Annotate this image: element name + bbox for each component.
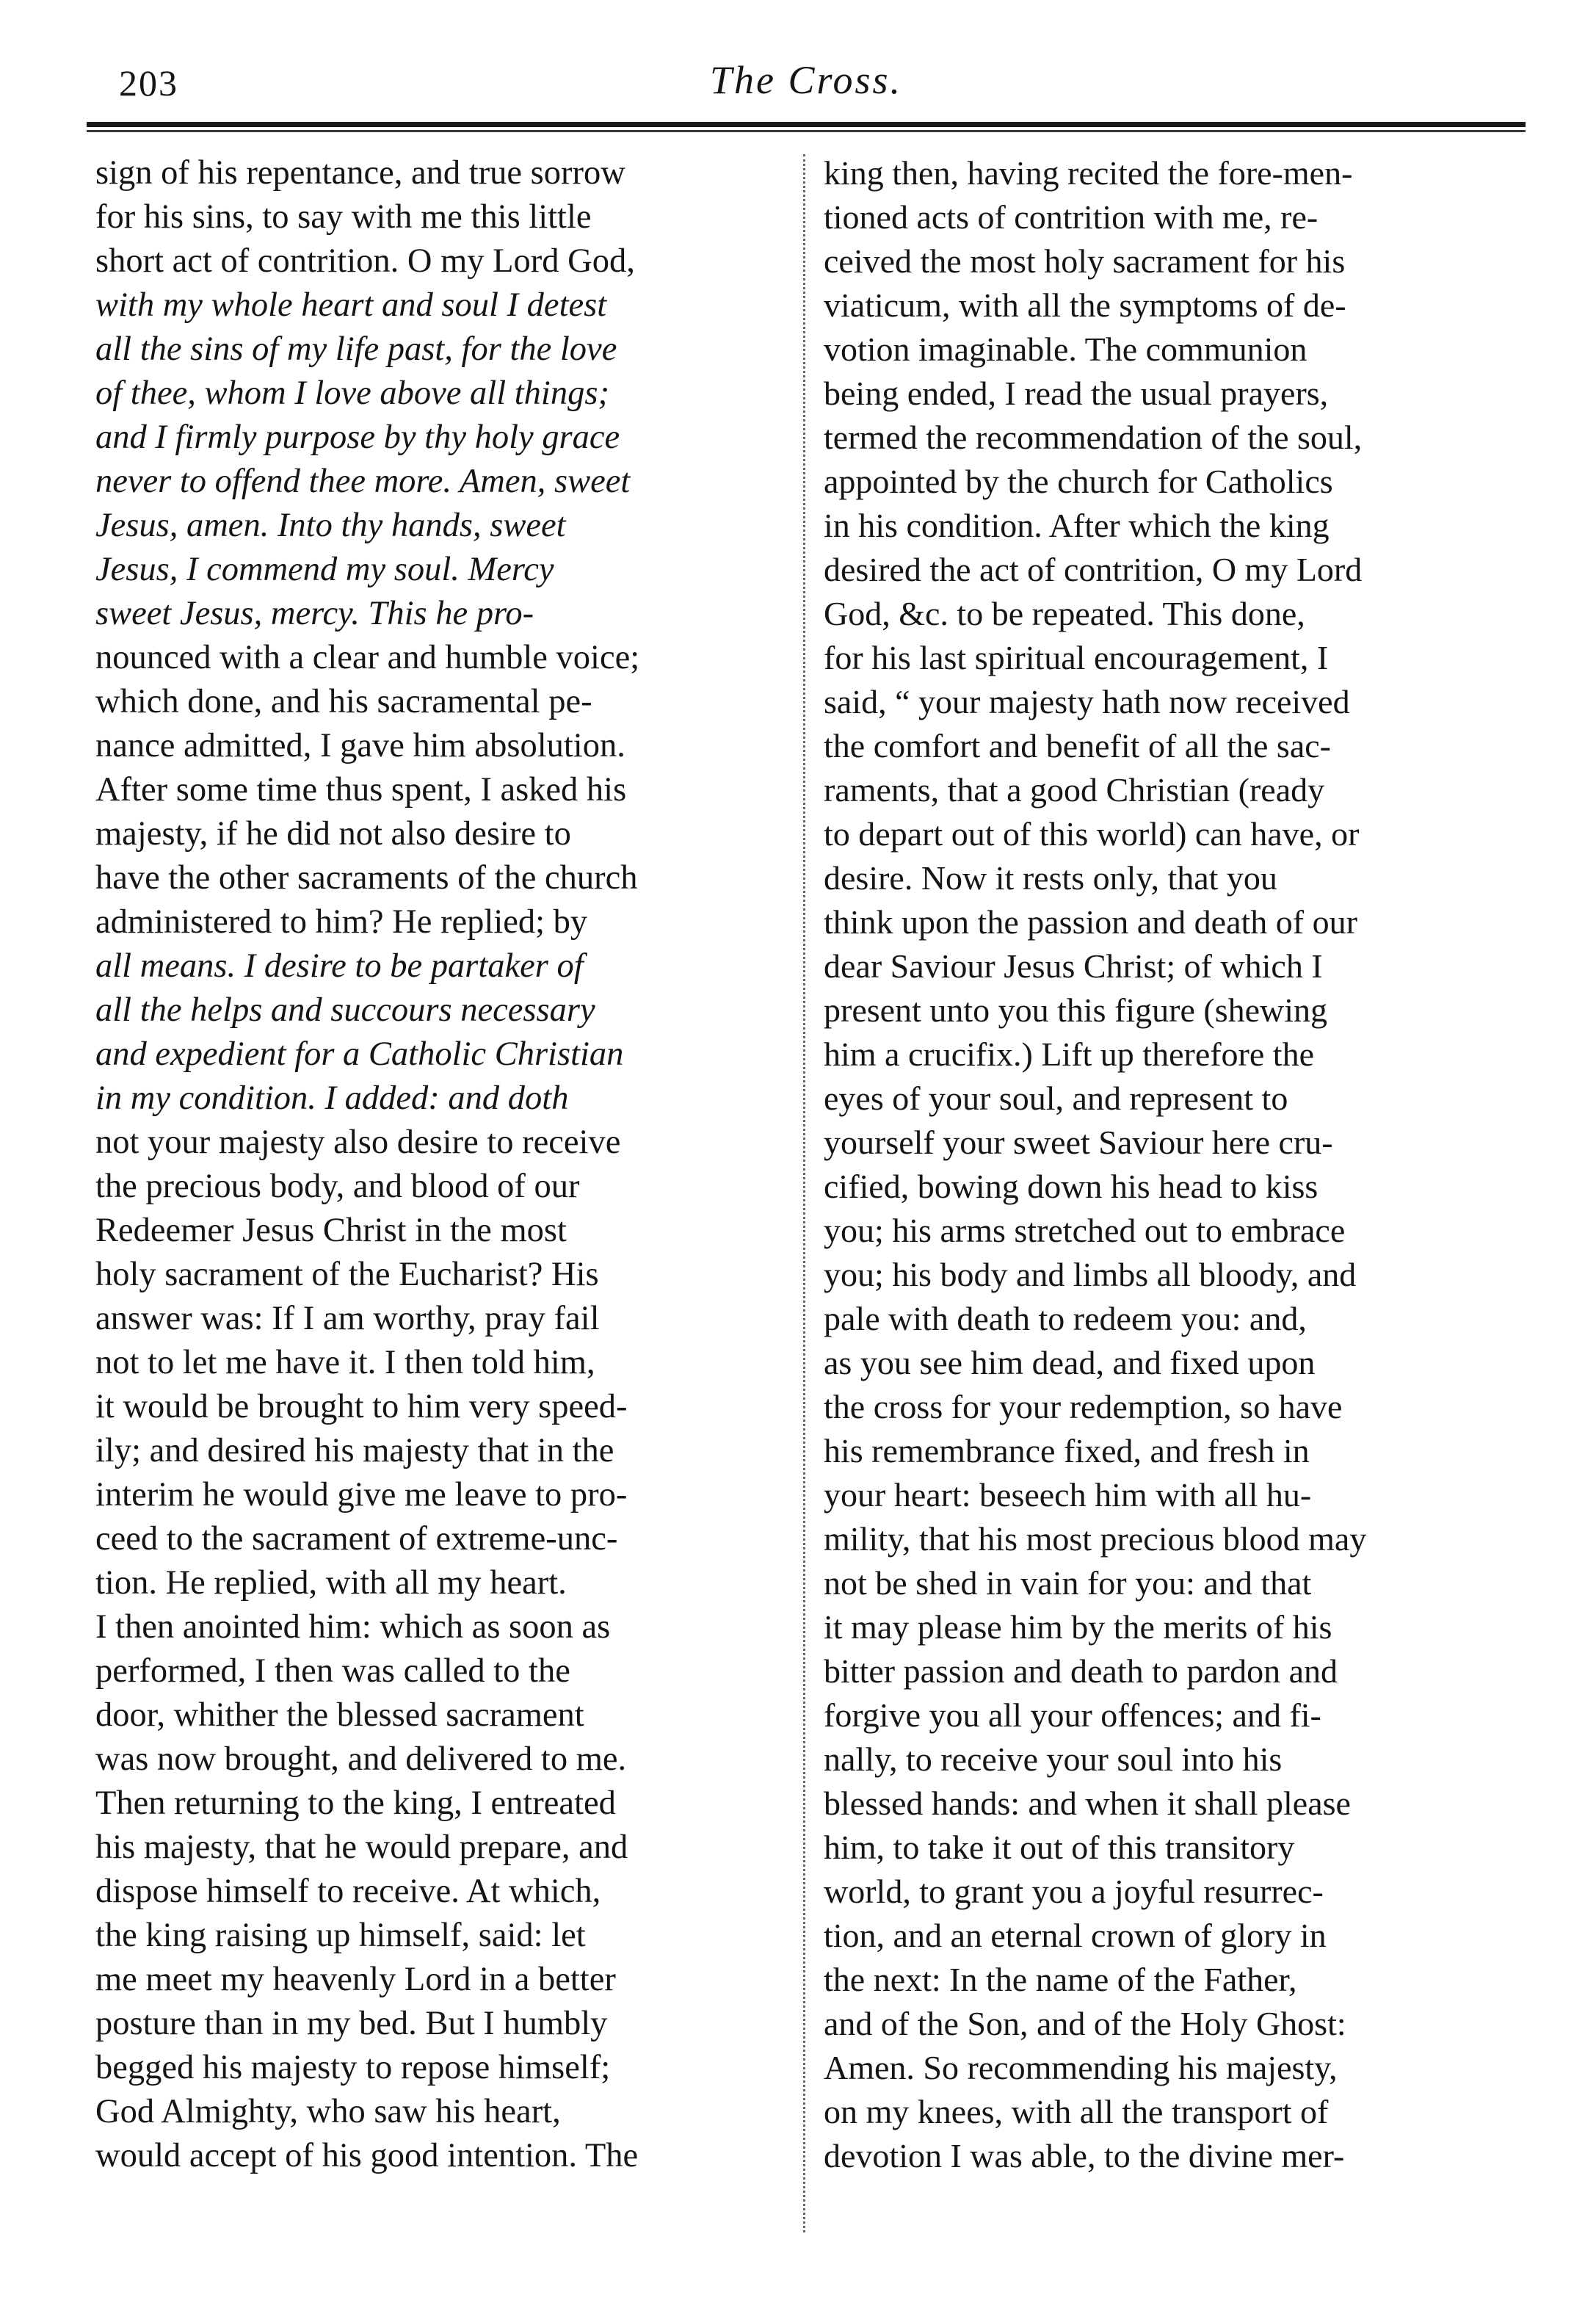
text-line: your heart: beseech him with all hu- bbox=[824, 1476, 1312, 1514]
column-divider bbox=[803, 154, 805, 2232]
text-line: nance admitted, I gave him absolution. bbox=[95, 727, 625, 764]
text-line: performed, I then was called to the bbox=[95, 1652, 570, 1690]
text-line: which done, and his sacramental pe- bbox=[95, 683, 592, 720]
text-line: ceived the most holy sacrament for his bbox=[824, 242, 1346, 280]
text-line: termed the recommendation of the soul, bbox=[824, 419, 1363, 456]
text-line: sign of his repentance, and true sorrow bbox=[95, 154, 625, 192]
text-line: on my knees, with all the transport of bbox=[824, 2093, 1329, 2130]
text-line: all the sins of my life past, for the love bbox=[95, 330, 617, 368]
text-line: nounced with a clear and humble voice; bbox=[95, 639, 640, 676]
text-line: Redeemer Jesus Christ in the most bbox=[95, 1212, 567, 1249]
text-line: as you see him dead, and fixed upon bbox=[824, 1344, 1316, 1381]
text-line: of thee, whom I love above all things; bbox=[95, 375, 609, 412]
text-line: not to let me have it. I then told him, bbox=[95, 1344, 595, 1381]
text-line: and expedient for a Catholic Christian bbox=[95, 1035, 624, 1073]
text-line: appointed by the church for Catholics bbox=[824, 463, 1333, 500]
text-line: votion imaginable. The communion bbox=[824, 330, 1307, 368]
text-line: raments, that a good Christian (ready bbox=[824, 771, 1325, 809]
text-line: never to offend thee more. Amen, sweet bbox=[95, 463, 631, 500]
page-header bbox=[87, 57, 1526, 116]
text-line: the king raising up himself, said: let bbox=[95, 1917, 586, 1954]
text-line: pale with death to redeem you: and, bbox=[824, 1300, 1307, 1337]
text-line: Jesus, amen. Into thy hands, sweet bbox=[95, 507, 566, 544]
text-line: devotion I was able, to the divine mer- bbox=[824, 2137, 1345, 2174]
text-columns bbox=[95, 151, 1520, 2237]
text-line: was now brought, and delivered to me. bbox=[95, 1740, 627, 1778]
text-line: and I firmly purpose by thy holy grace bbox=[95, 419, 620, 456]
text-line: administered to him? He replied; by bbox=[95, 903, 588, 941]
text-line: sweet Jesus, mercy. This he pro- bbox=[95, 595, 534, 632]
text-line: to depart out of this world) can have, or bbox=[824, 815, 1360, 853]
text-line: yourself your sweet Saviour here cru- bbox=[824, 1124, 1333, 1161]
text-line: tion. He replied, with all my heart. bbox=[95, 1564, 567, 1602]
text-line: After some time thus spent, I asked his bbox=[95, 771, 627, 809]
text-line: tion, and an eternal crown of glory in bbox=[824, 1917, 1327, 1954]
text-line: the cross for your redemption, so have bbox=[824, 1388, 1343, 1425]
text-line: majesty, if he did not also desire to bbox=[95, 815, 571, 853]
right-column bbox=[824, 151, 1517, 2178]
text-line: all means. I desire to be partaker of bbox=[95, 947, 584, 985]
text-line: not your majesty also desire to receive bbox=[95, 1124, 621, 1161]
text-line: holy sacrament of the Eucharist? His bbox=[95, 1256, 599, 1293]
text-line: I then anointed him: which as soon as bbox=[95, 1608, 611, 1646]
text-line: answer was: If I am worthy, pray fail bbox=[95, 1300, 600, 1337]
text-line: it would be brought to him very speed- bbox=[95, 1388, 628, 1425]
text-line: Amen. So recommending his majesty, bbox=[824, 2049, 1338, 2086]
text-line: for his sins, to say with me this little bbox=[95, 198, 592, 236]
text-line: viaticum, with all the symptoms of de- bbox=[824, 286, 1346, 324]
text-line: present unto you this figure (shewing bbox=[824, 991, 1328, 1029]
text-line: world, to grant you a joyful resurrec- bbox=[824, 1873, 1324, 1910]
text-line: me meet my heavenly Lord in a better bbox=[95, 1961, 616, 1998]
text-line: him a crucifix.) Lift up therefore the bbox=[824, 1035, 1314, 1073]
text-line: blessed hands: and when it shall please bbox=[824, 1784, 1351, 1822]
text-line: short act of contrition. O my Lord God, bbox=[95, 242, 635, 280]
text-line: in my condition. I added: and doth bbox=[95, 1080, 569, 1117]
text-line: king then, having recited the fore-men- bbox=[824, 154, 1353, 192]
running-title: The Cross. bbox=[709, 58, 903, 102]
text-line: have the other sacraments of the church bbox=[95, 859, 638, 897]
text-line: mility, that his most precious blood may bbox=[824, 1520, 1367, 1558]
header-rule-thick bbox=[87, 122, 1526, 127]
text-line: Then returning to the king, I entreated bbox=[95, 1784, 616, 1822]
text-line: and of the Son, and of the Holy Ghost: bbox=[824, 2005, 1346, 2042]
text-line: you; his body and limbs all bloody, and bbox=[824, 1256, 1357, 1293]
text-line: him, to take it out of this transitory bbox=[824, 1829, 1295, 1866]
text-line: for his last spiritual encouragement, I bbox=[824, 639, 1329, 676]
text-line: nally, to receive your soul into his bbox=[824, 1740, 1283, 1778]
text-line: Jesus, I commend my soul. Mercy bbox=[95, 551, 554, 588]
left-column bbox=[95, 151, 789, 2178]
text-line: tioned acts of contrition with me, re- bbox=[824, 198, 1318, 236]
text-line: dear Saviour Jesus Christ; of which I bbox=[824, 947, 1323, 985]
text-line: dispose himself to receive. At which, bbox=[95, 1873, 601, 1910]
text-line: interim he would give me leave to pro- bbox=[95, 1476, 628, 1514]
text-line: his majesty, that he would prepare, and bbox=[95, 1829, 628, 1866]
text-line: desire. Now it rests only, that you bbox=[824, 859, 1277, 897]
text-line: forgive you all your offences; and fi- bbox=[824, 1696, 1321, 1734]
text-line: his remembrance fixed, and fresh in bbox=[824, 1432, 1310, 1469]
text-line: the comfort and benefit of all the sac- bbox=[824, 727, 1331, 764]
text-line: cified, bowing down his head to kiss bbox=[824, 1168, 1318, 1205]
page-number: 203 bbox=[119, 62, 178, 104]
text-line: posture than in my bed. But I humbly bbox=[95, 2005, 608, 2042]
text-line: would accept of his good intention. The bbox=[95, 2137, 639, 2174]
text-line: ily; and desired his majesty that in the bbox=[95, 1432, 614, 1469]
text-line: with my whole heart and soul I detest bbox=[95, 286, 607, 324]
text-line: it may please him by the merits of his bbox=[824, 1608, 1332, 1646]
header-rule-thin bbox=[87, 130, 1526, 132]
text-line: God Almighty, who saw his heart, bbox=[95, 2093, 561, 2130]
text-line: the precious body, and blood of our bbox=[95, 1168, 580, 1205]
text-line: the next: In the name of the Father, bbox=[824, 1961, 1297, 1998]
text-line: ceed to the sacrament of extreme-unc- bbox=[95, 1520, 618, 1558]
text-line: bitter passion and death to pardon and bbox=[824, 1652, 1338, 1690]
text-line: God, &c. to be repeated. This done, bbox=[824, 595, 1305, 632]
header-rule bbox=[87, 122, 1526, 135]
text-line: desired the act of contrition, O my Lord bbox=[824, 551, 1363, 588]
text-line: said, “ your majesty hath now received bbox=[824, 683, 1350, 720]
text-line: think upon the passion and death of our bbox=[824, 903, 1357, 941]
text-line: you; his arms stretched out to embrace bbox=[824, 1212, 1346, 1249]
text-line: not be shed in vain for you: and that bbox=[824, 1564, 1312, 1602]
text-line: begged his majesty to repose himself; bbox=[95, 2049, 611, 2086]
text-line: in his condition. After which the king bbox=[824, 507, 1330, 544]
text-line: eyes of your soul, and represent to bbox=[824, 1080, 1288, 1117]
text-line: all the helps and succours necessary bbox=[95, 991, 595, 1029]
text-line: being ended, I read the usual prayers, bbox=[824, 375, 1329, 412]
text-line: door, whither the blessed sacrament bbox=[95, 1696, 584, 1734]
